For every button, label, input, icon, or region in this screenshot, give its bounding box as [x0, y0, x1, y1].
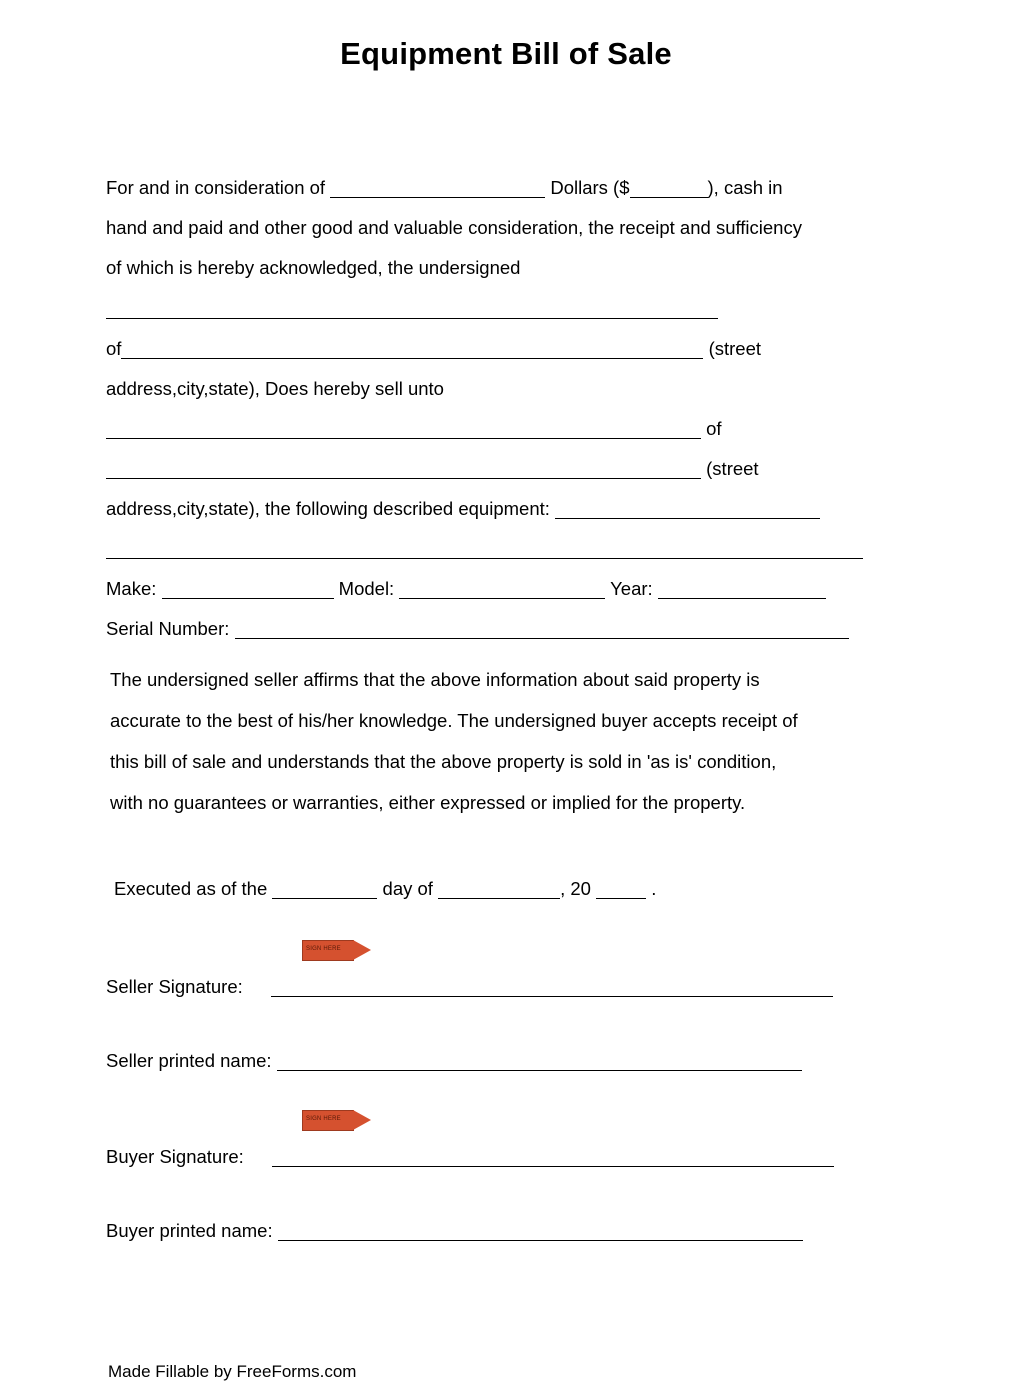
make-label: Make: [106, 578, 157, 599]
sign-here-icon-buyer [302, 1110, 374, 1131]
seller-address-row [106, 329, 868, 369]
street-label: (street [708, 338, 762, 359]
consideration-amount-blank[interactable] [330, 178, 545, 198]
document-body [106, 168, 868, 1251]
footer-credit: Made Fillable by FreeForms.com [108, 1362, 357, 1381]
consideration-dollar-blank[interactable] [630, 178, 708, 198]
executed-date-row [106, 869, 868, 909]
model-blank[interactable] [399, 579, 605, 599]
seller-printed-name-row [106, 1041, 868, 1081]
affirmation-line-1: The undersigned seller affirms that the above information about said property is [110, 669, 760, 690]
buyer-address-row [106, 449, 868, 489]
make-model-year-row [106, 569, 868, 609]
seller-printed-name-blank[interactable] [277, 1051, 802, 1071]
executed-month-blank[interactable] [438, 879, 560, 899]
of-label-2: of [706, 418, 722, 439]
buyer-signature-row [106, 1116, 868, 1177]
seller-signature-blank[interactable] [271, 977, 833, 997]
consideration-text-part2: Dollars ($ [550, 177, 630, 198]
equipment-description-row [106, 489, 868, 529]
street-label-2: (street [706, 458, 759, 479]
equipment-description-row-2 [106, 529, 868, 569]
buyer-address-blank[interactable] [106, 459, 701, 479]
serial-number-row [106, 609, 868, 649]
executed-text-part2: day of [382, 878, 433, 899]
seller-signature-row [106, 946, 868, 1007]
sign-here-label-buyer: SIGN HERE [306, 1116, 341, 1122]
executed-text-part3: , 20 [560, 878, 591, 899]
buyer-signature-label: Buyer Signature: [106, 1146, 244, 1167]
consideration-line-3: of which is hereby acknowledged, the undersigned [106, 257, 521, 278]
equipment-description-label: address,city,state), the following described equipment: [106, 498, 550, 519]
executed-text-part1: Executed as of the [114, 878, 268, 899]
seller-signature-label: Seller Signature: [106, 976, 243, 997]
sign-here-label-seller: SIGN HERE [306, 946, 341, 952]
affirmation-line-3: this bill of sale and understands that the above property is sold in 'as is' condition, [110, 751, 777, 772]
spacer-2 [106, 1081, 868, 1137]
spacer-1 [106, 1007, 868, 1041]
seller-printed-name-label: Seller printed name: [106, 1050, 272, 1071]
buyer-name-row [106, 409, 868, 449]
executed-day-blank[interactable] [272, 879, 377, 899]
consideration-text-part1: For and in consideration of [106, 177, 326, 198]
affirmation-line-2: accurate to the best of his/her knowledge. The undersigned buyer accepts receipt of [110, 710, 798, 731]
consideration-text-part3: ), cash in [707, 177, 783, 198]
sell-unto-row: address,city,state), Does hereby sell unto [106, 378, 444, 399]
signature-section [106, 946, 868, 1251]
of-label: of [106, 338, 122, 359]
buyer-signature-blank[interactable] [272, 1147, 834, 1167]
affirmation-paragraph [106, 659, 868, 823]
model-label: Model: [338, 578, 395, 599]
consideration-line-1 [106, 168, 868, 208]
page-title: Equipment Bill of Sale [340, 36, 672, 71]
buyer-printed-name-row [106, 1211, 868, 1251]
buyer-printed-name-label: Buyer printed name: [106, 1220, 273, 1241]
equipment-description-blank[interactable] [555, 499, 820, 519]
affirmation-line-4: with no guarantees or warranties, either expressed or implied for the property. [110, 792, 746, 813]
buyer-printed-name-blank[interactable] [278, 1221, 803, 1241]
buyer-name-blank[interactable] [106, 419, 701, 439]
spacer-3 [106, 1177, 868, 1211]
year-label: Year: [610, 578, 653, 599]
serial-number-label: Serial Number: [106, 618, 230, 639]
equipment-description-blank-2[interactable] [106, 539, 863, 559]
consideration-line-2: hand and paid and other good and valuable consideration, the receipt and sufficiency [106, 217, 802, 238]
serial-number-blank[interactable] [235, 619, 849, 639]
undersigned-name-blank[interactable] [106, 299, 718, 319]
seller-address-blank[interactable] [121, 339, 703, 359]
executed-year-blank[interactable] [596, 879, 646, 899]
executed-text-part4: . [651, 878, 657, 899]
undersigned-name-row [106, 289, 868, 329]
sign-here-icon-seller [302, 940, 374, 961]
year-blank[interactable] [658, 579, 826, 599]
make-blank[interactable] [162, 579, 334, 599]
